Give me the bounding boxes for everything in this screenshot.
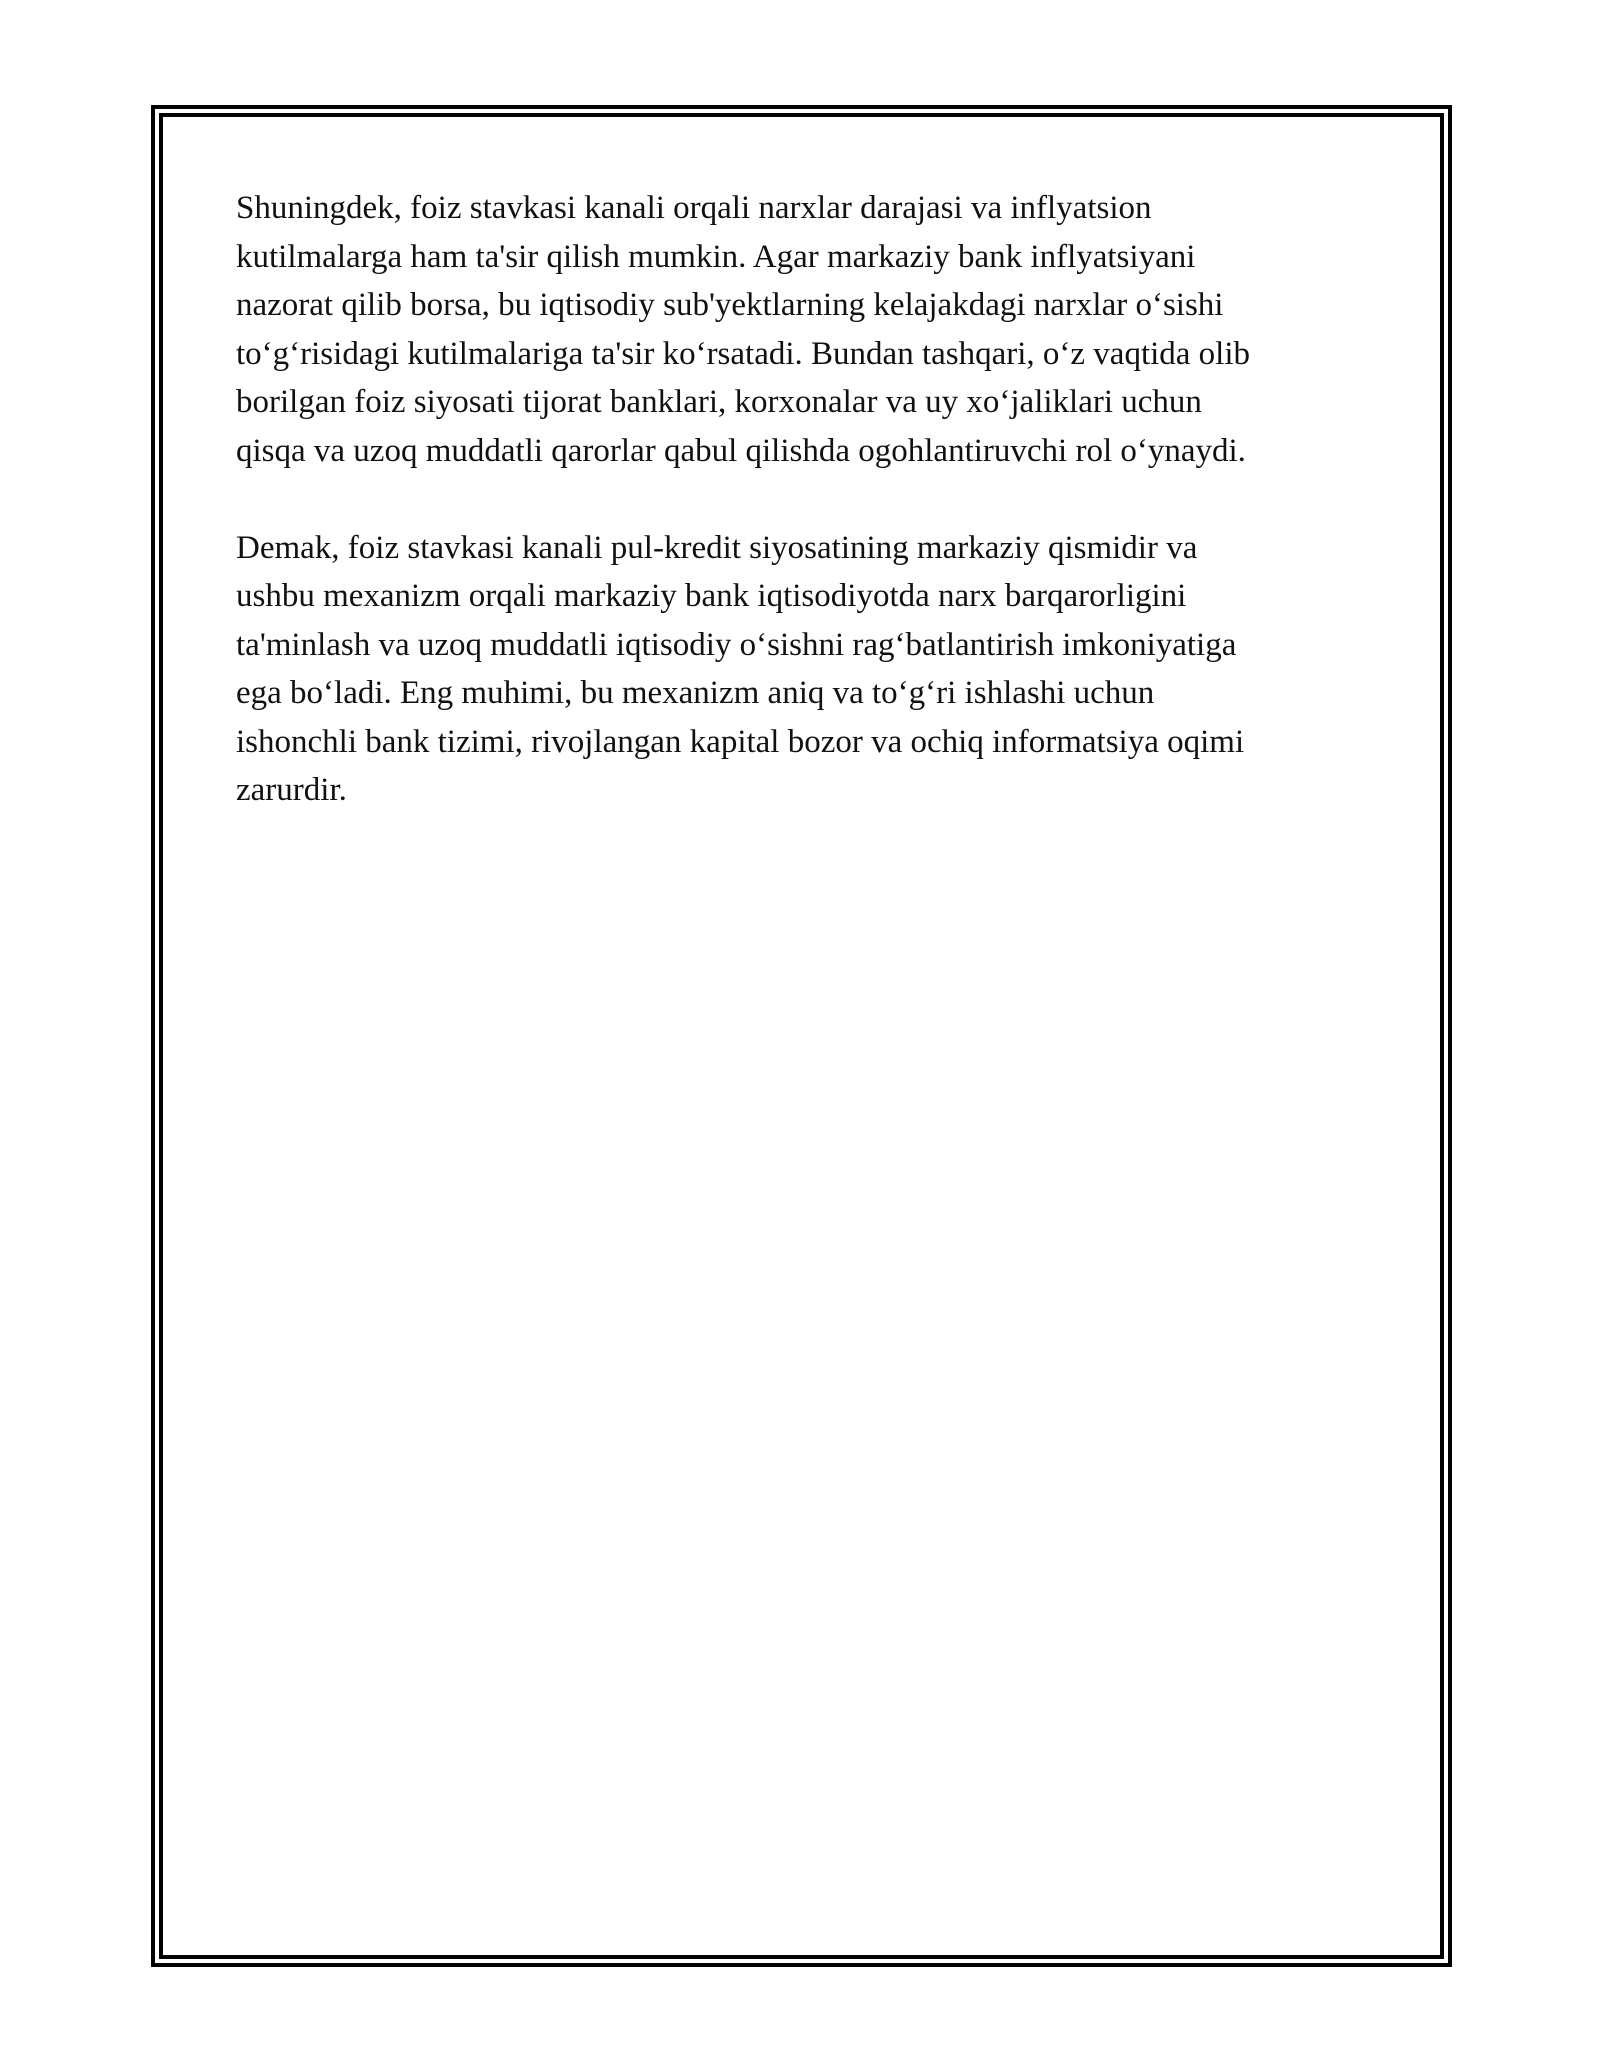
paragraph-line: to‘g‘risidagi kutilmalariga ta'sir ko‘rsatadi. Bundan tashqari, o‘z vaqtida olib xyxy=(236,335,1251,372)
paragraph-line: qisqa va uzoq muddatli qarorlar qabul qilishda ogohlantiruvchi rol o‘ynaydi. xyxy=(236,432,1246,469)
paragraph-line: borilgan foiz siyosati tijorat banklari, korxonalar va uy xo‘jaliklari uchun xyxy=(236,384,1202,420)
paragraph-1 xyxy=(236,184,1376,475)
paragraph-line: kutilmalarga ham ta'sir qilish mumkin. Agar markaziy bank inflyatsiyani xyxy=(236,238,1196,275)
paragraph-line: zarurdir. xyxy=(236,772,347,808)
paragraph-line: Demak, foiz stavkasi kanali pul-kredit siyosatining markaziy qismidir va xyxy=(236,529,1198,566)
paragraph-line: ega bo‘ladi. Eng muhimi, bu mexanizm aniq va to‘g‘ri ishlashi uchun xyxy=(236,675,1155,711)
paragraph-line: nazorat qilib borsa, bu iqtisodiy sub'yektlarning kelajakdagi narxlar o‘sishi xyxy=(236,287,1224,323)
paragraph-line: ta'minlash va uzoq muddatli iqtisodiy o‘sishni rag‘batlantirish imkoniyatiga xyxy=(236,626,1237,663)
paragraph-line: ushbu mexanizm orqali markaziy bank iqtisodiyotda narx barqarorligini xyxy=(236,578,1187,614)
paragraph-2 xyxy=(236,524,1376,815)
document-body xyxy=(236,184,1376,863)
paragraph-line: Shuningdek, foiz stavkasi kanali orqali narxlar darajasi va inflyatsion xyxy=(236,190,1152,226)
paragraph-line: ishonchli bank tizimi, rivojlangan kapital bozor va ochiq informatsiya oqimi xyxy=(236,723,1245,760)
